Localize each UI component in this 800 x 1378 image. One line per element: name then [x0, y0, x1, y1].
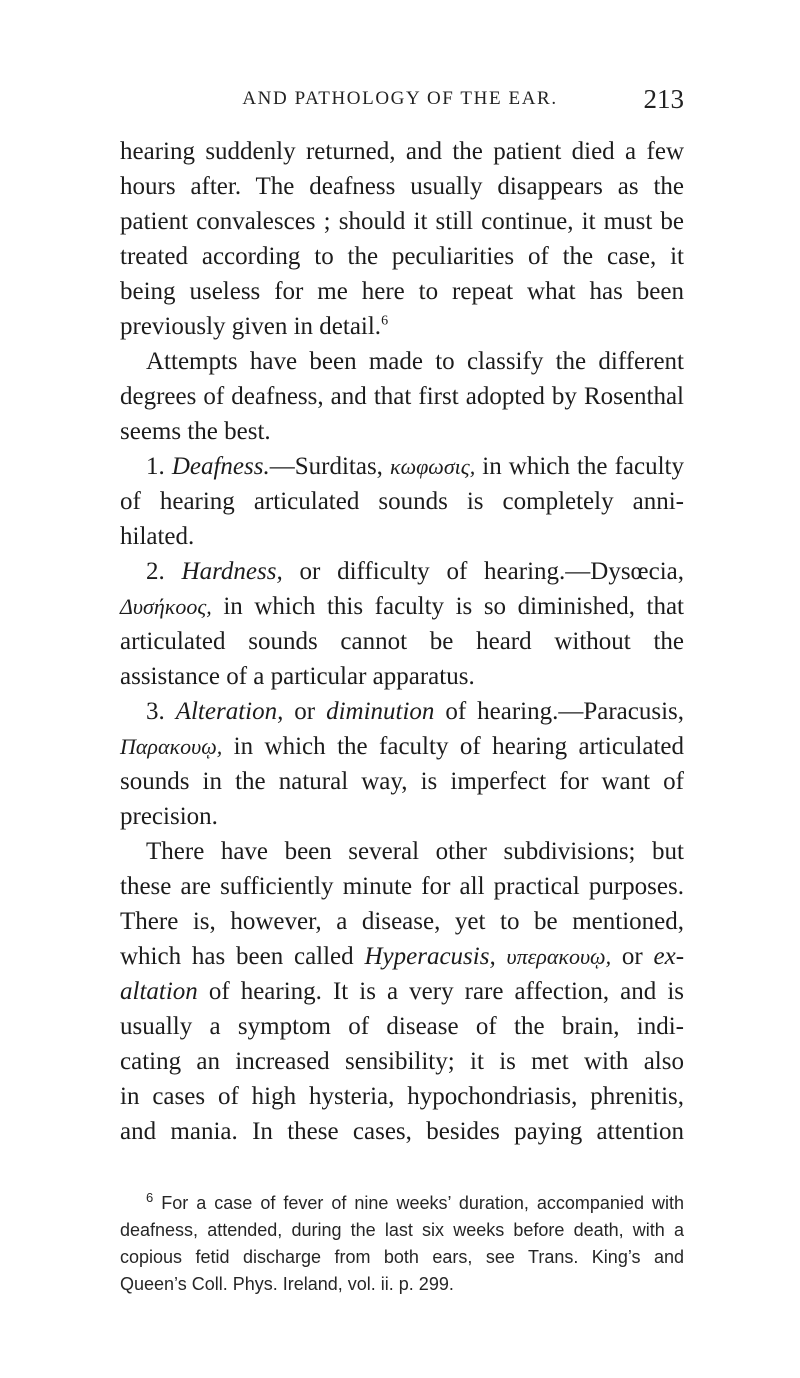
text-line: usually a symptom of disease of the brain, indi-	[120, 1013, 684, 1040]
list-number: 2.	[146, 558, 165, 585]
text-line: assistance of a particular apparatus.	[120, 663, 475, 690]
text-fragment: or difficulty of hearing.—Dysœcia,	[299, 558, 684, 585]
term-hyperacusis: Hyperacusis,	[364, 943, 496, 970]
text-line	[120, 974, 684, 1009]
text-line: hearing suddenly returned, and the patient died a few	[120, 138, 684, 165]
text-fragment: in which the faculty of hearing articulated	[233, 733, 685, 760]
text-fragment: in which this faculty is so diminished, that	[223, 593, 685, 620]
text-fragment: which has been called	[120, 943, 354, 970]
text-line: cating an increased sensibility; it is met with also	[120, 1048, 684, 1075]
text-line: patient convalesces ; should it still continue, it must be	[120, 208, 684, 235]
text-line	[120, 309, 684, 344]
text-fragment: —Surditas,	[269, 453, 383, 480]
text-line: being useless for me here to repeat what has been	[120, 278, 684, 305]
text-line: There have been several other subdivisions; but	[146, 838, 684, 865]
text-line: hours after. The deafness usually disappears as the	[120, 173, 684, 200]
footnote-line: copious fetid discharge from both ears, see Trans. King’s and	[120, 1247, 684, 1267]
text-line: in cases of high hysteria, hypochondriasis, phrenitis,	[120, 1083, 684, 1110]
footnote-line	[120, 1190, 684, 1217]
text-line	[120, 449, 684, 484]
term-diminution: diminution	[326, 698, 435, 725]
term-exaltation-part: altation	[120, 978, 198, 1005]
list-number: 3.	[146, 698, 165, 725]
text-fragment: previously given in detail.	[120, 313, 382, 340]
list-number: 1.	[146, 453, 165, 480]
term-deafness: Deafness.	[171, 453, 270, 480]
text-fragment: or	[294, 698, 316, 725]
text-line: seems the best.	[120, 418, 271, 445]
term-hardness: Hardness,	[181, 558, 283, 585]
footnote-line: deafness, attended, during the last six weeks before death, with a	[120, 1220, 684, 1240]
text-line: of hearing articulated sounds is completely anni-	[120, 488, 684, 515]
text-fragment: or	[621, 943, 643, 970]
text-line: degrees of deafness, and that first adopted by Rosenthal	[120, 383, 684, 410]
body-text	[120, 134, 684, 1149]
text-line: hilated.	[120, 523, 195, 550]
text-line: There is, however, a disease, yet to be mentioned,	[120, 908, 684, 935]
text-line	[120, 729, 684, 764]
text-fragment: For a case of fever of nine weeks’ duration, accompanied with	[161, 1193, 684, 1213]
footnote-line: Queen’s Coll. Phys. Ireland, vol. ii. p. 299.	[120, 1274, 454, 1294]
greek-term: κωφωσις,	[390, 454, 476, 479]
text-fragment: of hearing. It is a very rare affection, and is	[208, 978, 684, 1005]
text-fragment: of hearing.—Paracusis,	[445, 698, 685, 725]
text-line: Attempts have been made to classify the different	[146, 348, 684, 375]
term-alteration: Alteration,	[175, 698, 284, 725]
footnote-reference: 6	[381, 313, 389, 329]
text-fragment: in which the faculty	[482, 453, 685, 480]
term-exaltation-part: ex-	[653, 943, 685, 970]
footnote-marker: 6	[146, 1190, 154, 1205]
text-line: these are sufficiently minute for all practical purposes.	[120, 873, 684, 900]
text-line	[120, 694, 684, 729]
greek-term: υπερακουῳ,	[506, 944, 612, 969]
text-line	[120, 589, 684, 624]
greek-term: Παρακουῳ,	[120, 734, 223, 759]
footnote	[120, 1190, 684, 1298]
text-line: treated according to the peculiarities of the case, it	[120, 243, 684, 270]
text-line	[120, 939, 684, 974]
text-line	[120, 554, 684, 589]
text-line: sounds in the natural way, is imperfect for want of	[120, 768, 684, 795]
page-number: 213	[643, 84, 684, 114]
running-head: AND PATHOLOGY OF THE EAR.	[242, 88, 558, 109]
text-line: precision.	[120, 803, 218, 830]
greek-term: Δυσήκοος,	[120, 594, 212, 619]
text-line: articulated sounds cannot be heard without the	[120, 628, 684, 655]
text-line: and mania. In these cases, besides paying attention	[120, 1118, 684, 1145]
